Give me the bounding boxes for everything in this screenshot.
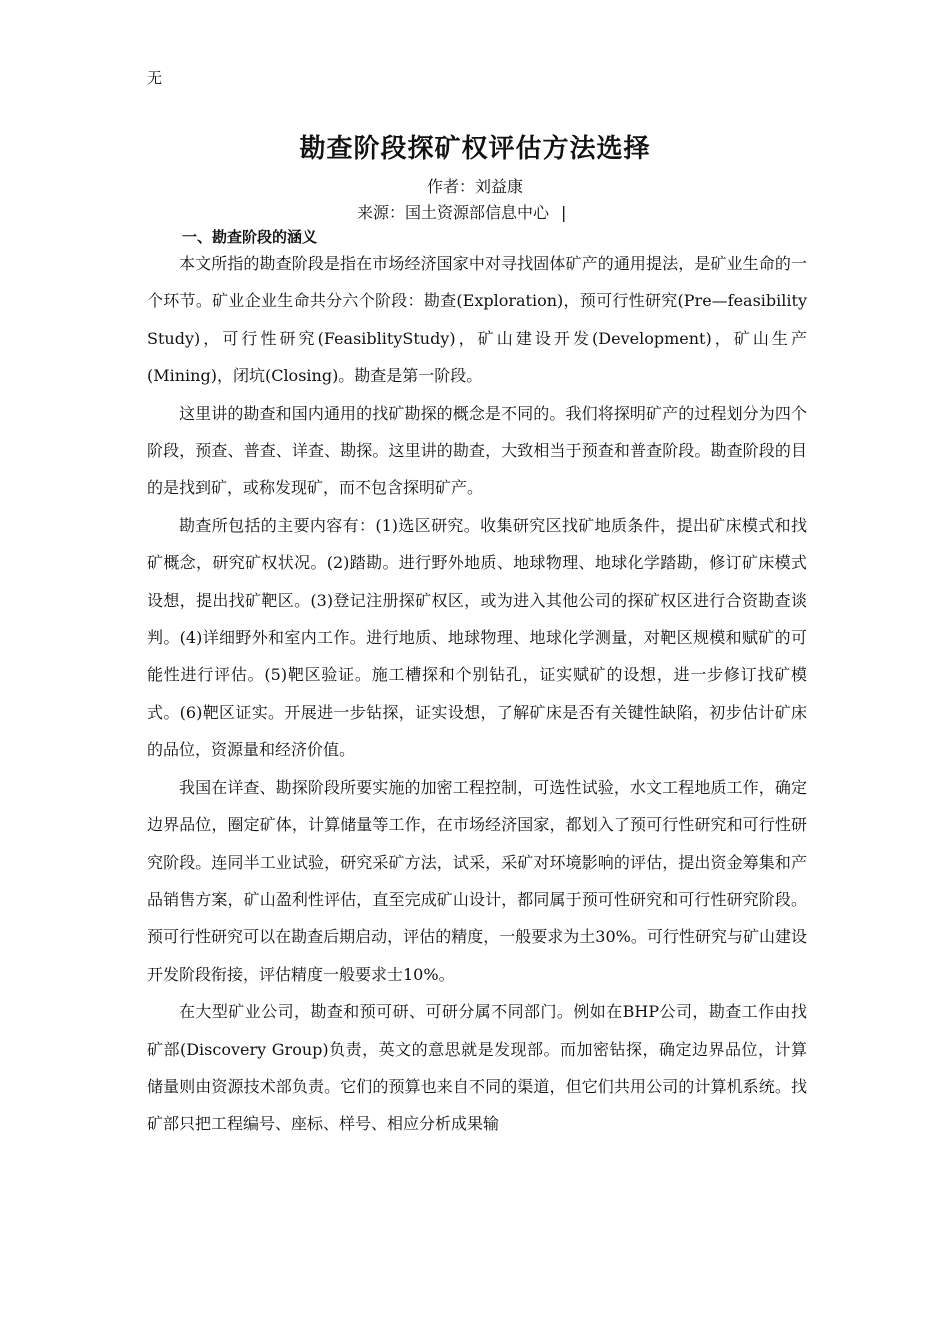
paragraph: 这里讲的勘查和国内通用的找矿勘探的概念是不同的。我们将探明矿产的过程划分为四个阶段，预查、普查、详查、勘探。这里讲的勘查，大致相当于预查和普查阶段。勘查阶段的目的是找到矿，或称发现矿，而不包含探明矿产。: [147, 403, 807, 498]
source-text: 来源：国土资源部信息中心: [357, 203, 550, 222]
paragraph: 在大型矿业公司，勘查和预可研、可研分属不同部门。例如在BHP公司，勘查工作由找矿部(Discovery Group)负责，英文的意思就是发现部。而加密钻探，确定边界品位，计算储量则由资源技术部负责。它们的预算也来自不同的渠道，但它们共用公司的计算机系统。找矿部只把工程编号、座标、样号、相应分析成果输: [147, 1002, 807, 1134]
header-label: 无: [147, 69, 163, 87]
paragraph: 勘查所包括的主要内容有：(1)选区研究。收集研究区找矿地质条件，提出矿床模式和找矿概念，研究矿权状况。(2)踏勘。进行野外地质、地球物理、地球化学踏勘，修订矿床模式设想，提出找矿靶区。(3)登记注册探矿权区，或为进入其他公司的探矿权区进行合资勘查谈判。(4)详细野外和室内工作。进行地质、地球物理、地球化学测量，对靶区规模和赋矿的可能性进行评估。(5)靶区验证。施工槽探和个别钻孔，证实赋矿的设想，进一步修订找矿模式。(6)靶区证实。开展进一步钻探，证实设想，了解矿床是否有关键性缺陷，初步估计矿床的品位，资源量和经济价值。: [147, 515, 807, 760]
source-line: [357, 202, 566, 224]
author-line: 作者：刘益康: [426, 177, 523, 196]
paragraph: 我国在详查、勘探阶段所要实施的加密工程控制，可选性试验，水文工程地质工作，确定边界品位，圈定矿体，计算储量等工作，在市场经济国家，都划入了预可行性研究和可行性研究阶段。连同半工业试验，研究采矿方法，试采，采矿对环境影响的评估，提出资金筹集和产品销售方案，矿山盈利性评估，直至完成矿山设计，都同属于预可性研究和可行性研究阶段。预可行性研究可以在勘查后期启动，评估的精度，一般要求为土30%。可行性研究与矿山建设开发阶段衔接，评估精度一般要求士10%。: [147, 777, 807, 984]
paragraph: 本文所指的勘查阶段是指在市场经济国家中对寻找固体矿产的通用提法，是矿业生命的一个环节。矿业企业生命共分六个阶段：勘查(Exploration)，预可行性研究(Pre—feasibility Study)，可行性研究(FeasiblityStudy)，矿山建设开发(Development)，矿山生产(Mining)，闭坑(Closing)。勘查是第一阶段。: [147, 254, 807, 386]
document-title: 勘查阶段探矿权评估方法选择: [299, 134, 651, 164]
section-heading: 一、勘查阶段的涵义: [182, 228, 318, 246]
source-separator: |: [561, 203, 567, 222]
document-body: [147, 245, 807, 1143]
